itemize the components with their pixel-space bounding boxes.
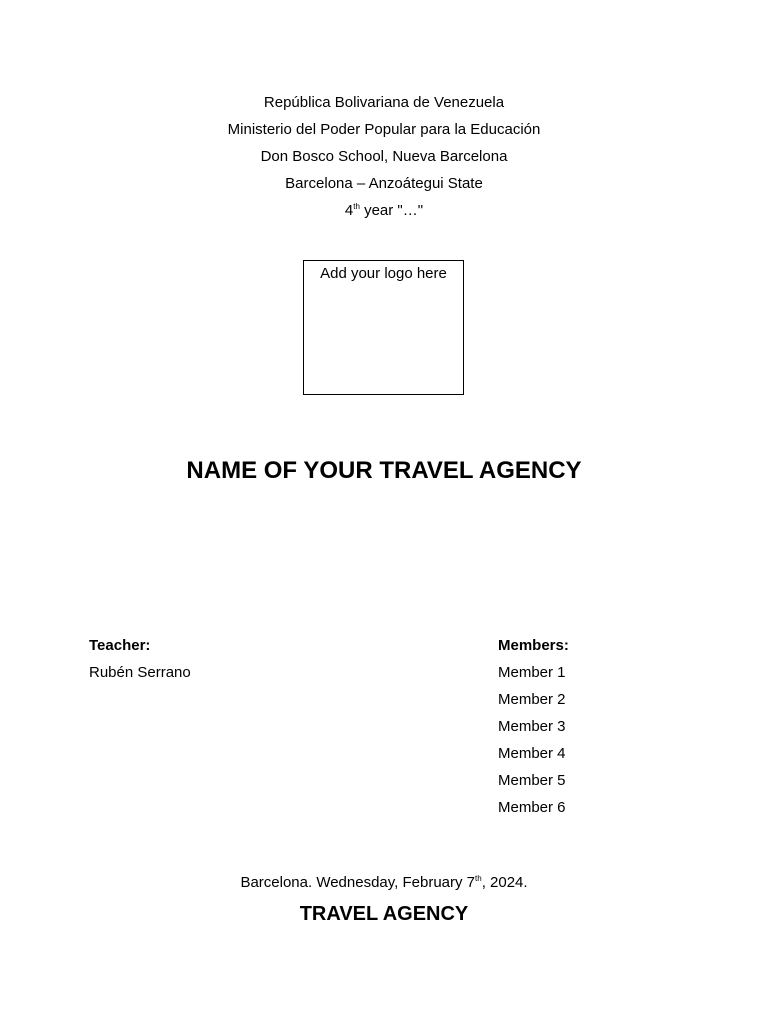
member-item: Member 1 xyxy=(498,664,566,681)
header-location: Barcelona – Anzoátegui State xyxy=(285,175,483,192)
year-suffix: th xyxy=(353,202,360,211)
logo-placeholder xyxy=(303,260,464,395)
school-header xyxy=(0,89,768,224)
teacher-section xyxy=(89,632,191,686)
members-section xyxy=(498,632,569,821)
members-label: Members: xyxy=(498,637,569,654)
member-item: Member 6 xyxy=(498,799,566,816)
agency-name-title: NAME OF YOUR TRAVEL AGENCY xyxy=(186,457,582,484)
member-item: Member 4 xyxy=(498,745,566,762)
date-suffix: th xyxy=(475,874,482,883)
footer-title: TRAVEL AGENCY xyxy=(299,903,469,925)
member-item: Member 2 xyxy=(498,691,566,708)
member-item: Member 3 xyxy=(498,718,566,735)
teacher-label: Teacher: xyxy=(89,637,151,654)
date-prefix: Barcelona. Wednesday, February 7 xyxy=(240,874,476,891)
header-ministry: Ministerio del Poder Popular para la Educación xyxy=(227,121,541,138)
year-number: 4 xyxy=(344,202,354,219)
header-country: República Bolivariana de Venezuela xyxy=(263,94,505,111)
member-item: Member 5 xyxy=(498,772,566,789)
header-year xyxy=(0,197,768,224)
teacher-name: Rubén Serrano xyxy=(89,664,191,681)
footer-date xyxy=(0,874,768,891)
year-rest: year "…" xyxy=(359,202,424,219)
header-school: Don Bosco School, Nueva Barcelona xyxy=(260,148,508,165)
date-rest: , 2024. xyxy=(481,874,528,891)
logo-placeholder-text: Add your logo here xyxy=(320,265,447,282)
